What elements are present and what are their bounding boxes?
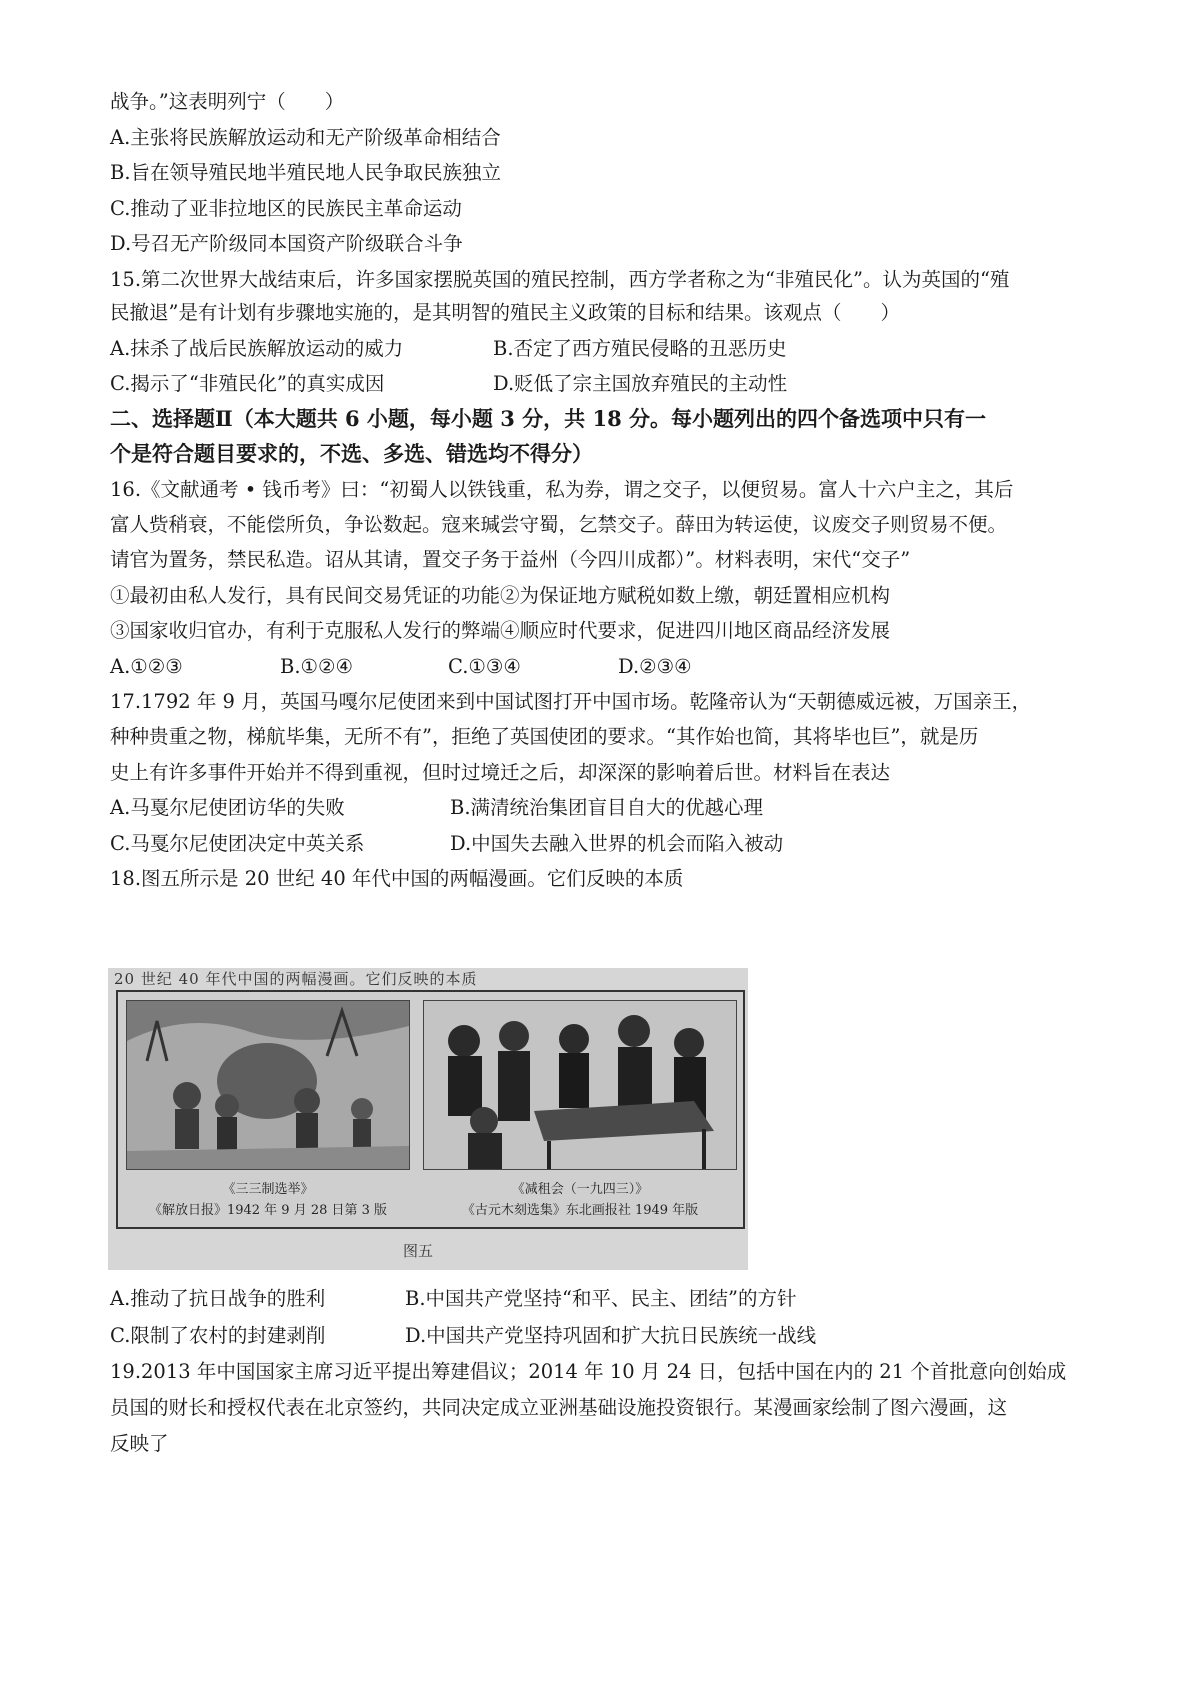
figure-5-scanned-caption: 20 世纪 40 年代中国的两幅漫画。它们反映的本质 — [114, 970, 478, 988]
section-2-heading-line2: 个是符合题目要求的，不选、多选、错选均不得分） — [110, 441, 593, 466]
q15-option-d: D.贬低了宗主国放弃殖民的主动性 — [493, 372, 788, 395]
q18-option-d: D.中国共产党坚持巩固和扩大抗日民族统一战线 — [405, 1324, 817, 1347]
q16-stem-line2: 富人赀稍衰，不能偿所负，争讼数起。寇来瑊尝守蜀，乞禁交子。薛田为转运使，议废交子则贸易不便。 — [110, 513, 1008, 536]
q15-option-b: B.否定了西方殖民侵略的丑恶历史 — [493, 337, 787, 360]
figure-5-frame — [116, 990, 745, 1229]
cartoon-sansan-election-illustration — [127, 1001, 409, 1169]
q15-option-a: A.抹杀了战后民族解放运动的威力 — [110, 337, 404, 360]
q17-option-d: D.中国失去融入世界的机会而陷入被动 — [450, 832, 784, 855]
q14-stem-end: 战争。”这表明列宁（ ） — [110, 90, 345, 113]
q18-stem: 18.图五所示是 20 世纪 40 年代中国的两幅漫画。它们反映的本质 — [110, 867, 684, 890]
q19-stem-line1: 19.2013 年中国国家主席习近平提出筹建倡议；2014 年 10 月 24 日，包括中国在内的 21 个首批意向创始成 — [110, 1360, 1067, 1383]
q14-option-a: A.主张将民族解放运动和无产阶级革命相结合 — [110, 126, 501, 149]
figure-5-label: 图五 — [403, 1242, 434, 1260]
q17-stem-line3: 史上有许多事件开始并不得到重视，但时过境迁之后，却深深的影响着后世。材料旨在表达 — [110, 761, 891, 784]
q14-option-d: D.号召无产阶级同本国资产阶级联合斗争 — [110, 232, 463, 255]
q14-option-c: C.推动了亚非拉地区的民族民主革命运动 — [110, 197, 462, 220]
q18-option-c: C.限制了农村的封建剥削 — [110, 1324, 326, 1347]
left-cartoon-source: 《解放日报》1942 年 9 月 28 日第 3 版 — [148, 1203, 388, 1218]
q15-stem-line2: 民撤退”是有计划有步骤地实施的，是其明智的殖民主义政策的目标和结果。该观点（ ） — [110, 301, 900, 324]
q16-statements-line2: ③国家收归官办，有利于克服私人发行的弊端④顺应时代要求，促进四川地区商品经济发展 — [110, 619, 891, 642]
q16-stem-line3: 请官为置务，禁民私造。诏从其请，置交子务于益州（今四川成都）”。材料表明，宋代“交子” — [110, 548, 911, 571]
q17-option-b: B.满清统治集团盲目自大的优越心理 — [450, 796, 764, 819]
right-cartoon-title: 《减租会（一九四三）》 — [511, 1182, 649, 1197]
q16-option-b: B.①②④ — [280, 655, 353, 678]
right-cartoon-source: 《古元木刻选集》东北画报社 1949 年版 — [461, 1203, 699, 1218]
q16-statements-line1: ①最初由私人发行，具有民间交易凭证的功能②为保证地方赋税如数上缴，朝廷置相应机构 — [110, 584, 891, 607]
q19-stem-line3: 反映了 — [110, 1432, 169, 1455]
q14-option-b: B.旨在领导殖民地半殖民地人民争取民族独立 — [110, 161, 502, 184]
cartoon-rent-reduction-illustration — [424, 1001, 736, 1169]
q18-option-b: B.中国共产党坚持“和平、民主、团结”的方针 — [405, 1287, 797, 1310]
q16-stem-line1: 16.《文献通考 • 钱币考》曰：“初蜀人以铁钱重，私为券，谓之交子，以便贸易。富人十六户主之，其后 — [110, 478, 1014, 501]
figure-5 — [108, 968, 748, 1270]
q17-stem-line1: 17.1792 年 9 月，英国马嘎尔尼使团来到中国试图打开中国市场。乾隆帝认为“天朝德威远被，万国亲王， — [110, 690, 1032, 713]
q16-option-d: D.②③④ — [618, 655, 692, 678]
q16-option-a: A.①②③ — [110, 655, 183, 678]
q17-option-a: A.马戛尔尼使团访华的失败 — [110, 796, 345, 819]
q19-stem-line2: 员国的财长和授权代表在北京签约，共同决定成立亚洲基础设施投资银行。某漫画家绘制了图六漫画，这 — [110, 1396, 1008, 1419]
q16-option-c: C.①③④ — [448, 655, 521, 678]
q15-option-c: C.揭示了“非殖民化”的真实成因 — [110, 372, 385, 395]
cartoon-sansan-election — [126, 1000, 410, 1170]
left-cartoon-title: 《三三制选举》 — [222, 1182, 314, 1197]
q15-stem-line1: 15.第二次世界大战结束后，许多国家摆脱英国的殖民控制，西方学者称之为“非殖民化”。认为英国的“殖 — [110, 268, 1010, 291]
section-2-heading-line1: 二、选择题Ⅱ（本大题共 6 小题，每小题 3 分，共 18 分。每小题列出的四个备选项中只有一 — [110, 406, 987, 431]
q17-option-c: C.马戛尔尼使团决定中英关系 — [110, 832, 365, 855]
q17-stem-line2: 种种贵重之物，梯航毕集，无所不有”，拒绝了英国使团的要求。“其作始也简，其将毕也巨”，就是历 — [110, 725, 979, 748]
q18-option-a: A.推动了抗日战争的胜利 — [110, 1287, 326, 1310]
cartoon-rent-reduction-meeting — [423, 1000, 737, 1170]
